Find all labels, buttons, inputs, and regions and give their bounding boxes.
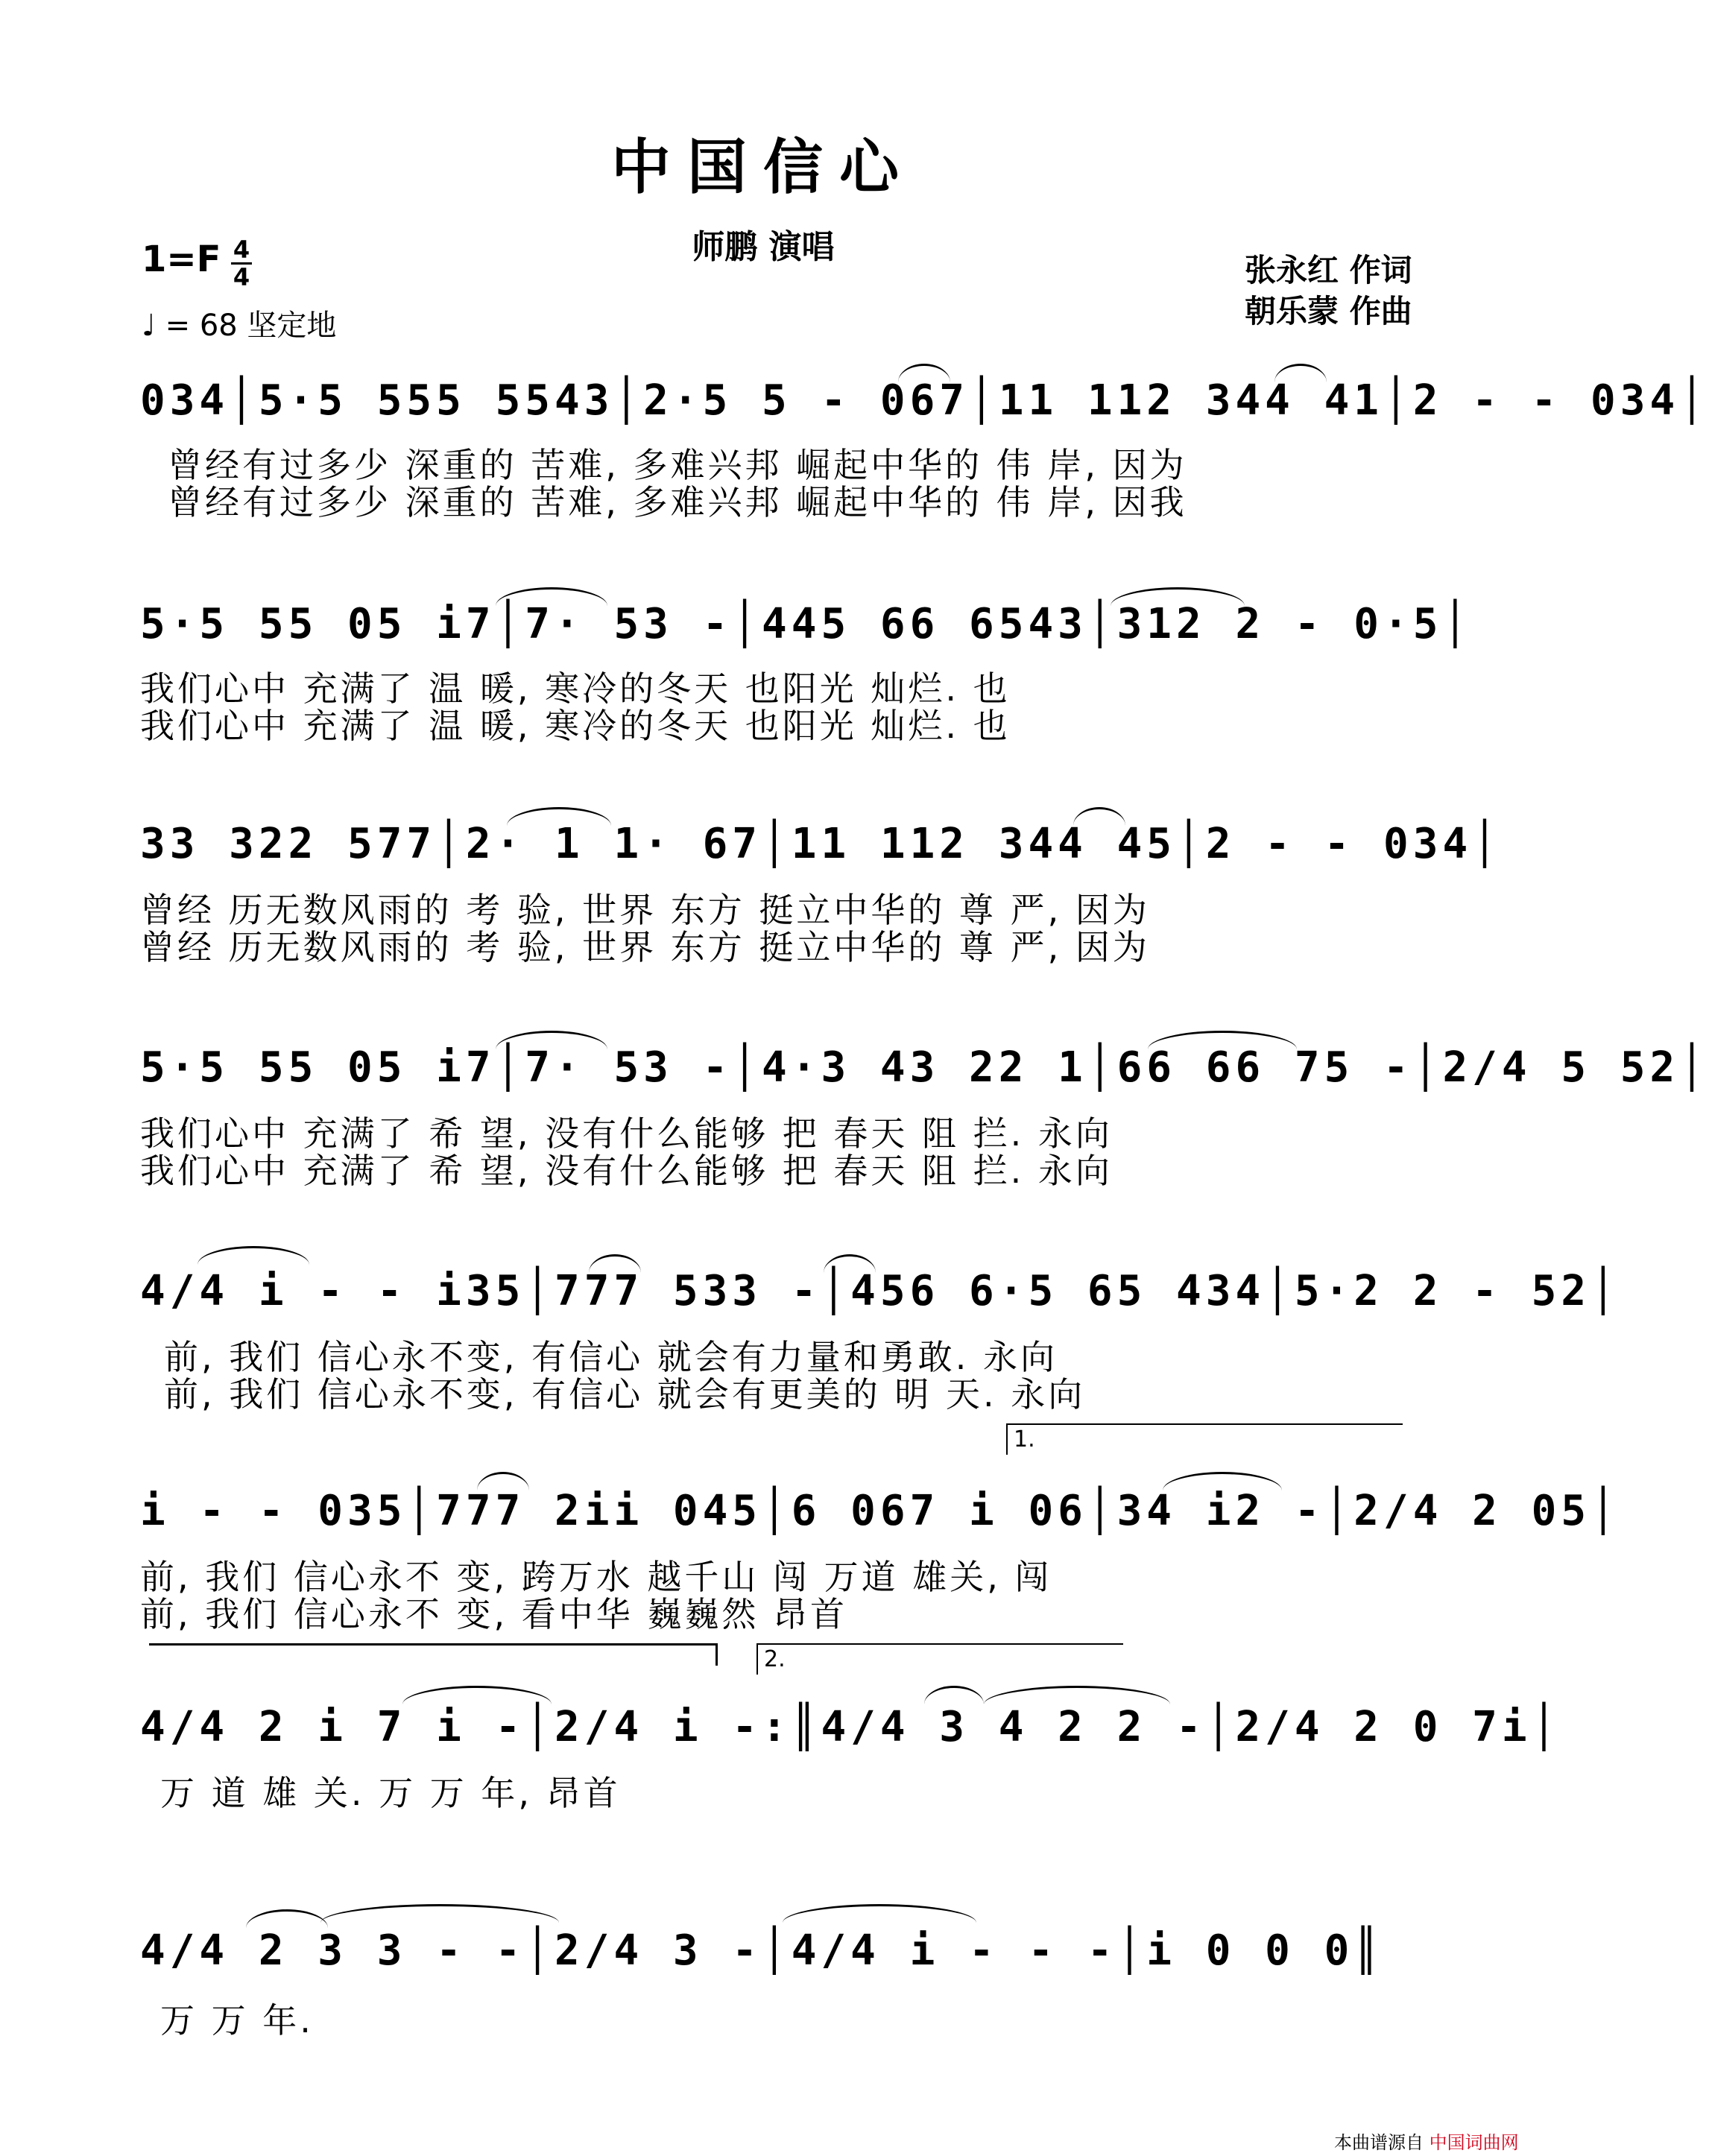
- volta-bracket-2: [756, 1643, 1123, 1675]
- notes-line-2: 5·5 55 05 i7│7· 53 -│445 66 6543│312 2 - 0·5│: [140, 600, 1473, 648]
- tie-mark: [1111, 587, 1245, 606]
- notes-line-7: 4/4 2 i 7 i -│2/4 i -:║4/4 3 4 2 2 -│2/4 2 0 7i│: [140, 1703, 1561, 1751]
- tie-mark: [1073, 807, 1125, 826]
- volta-label-1: 1.: [1014, 1426, 1035, 1452]
- footer-source: [1334, 2128, 1519, 2154]
- lyric-verse1-line-3: 曾经 历无数风雨的 考 验, 世界 东方 挺立中华的 尊 严, 因为: [140, 890, 1150, 930]
- time-signature-bottom: 4: [233, 263, 250, 291]
- tie-mark: [477, 1472, 529, 1490]
- lyric-verse2-line-1: 曾经有过多少 深重的 苦难, 多难兴邦 崛起中华的 伟 岸, 因我: [168, 482, 1187, 522]
- time-signature-top: 4: [233, 235, 250, 264]
- tempo-marking: ♩ = 68 坚定地: [142, 309, 337, 343]
- lyric-verse2-line-4: 我们心中 充满了 希 望, 没有什么能够 把 春天 阻 拦. 永向: [140, 1151, 1113, 1191]
- tie-mark: [824, 1254, 876, 1273]
- volta-1-end: [715, 1643, 718, 1666]
- footer-site-link[interactable]: 中国词曲网: [1429, 2132, 1519, 2153]
- singer-credit: 师鹏 演唱: [692, 228, 835, 266]
- tie-mark: [507, 807, 611, 826]
- lyric-verse1-line-1: 曾经有过多少 深重的 苦难, 多难兴邦 崛起中华的 伟 岸, 因为: [168, 445, 1187, 485]
- key-signature: 1=F: [142, 238, 221, 280]
- lyric-verse1-line-7: 万 道 雄 关. 万 万 年, 昂首: [160, 1773, 621, 1813]
- notes-line-8: 4/4 2 3 3 - -│2/4 3 -│4/4 i - - -│i 0 0 0║: [140, 1926, 1384, 1975]
- tie-mark: [589, 1254, 641, 1273]
- tie-mark: [496, 1031, 607, 1049]
- lyric-verse1-line-5: 前, 我们 信心永不变, 有信心 就会有力量和勇敢. 永向: [164, 1337, 1058, 1377]
- notes-line-4: 5·5 55 05 i7│7· 53 -│4·3 43 22 1│66 66 75 -│2/4 5 52│: [140, 1043, 1709, 1092]
- tie-mark: [496, 587, 607, 606]
- notes-line-1: 034│5·5 555 5543│2·5 5 - 067│11 112 344 41│2 - - 034│: [140, 376, 1709, 425]
- time-signature: [231, 237, 252, 290]
- lyricist-credit: 张永红 作词: [1245, 252, 1412, 288]
- notes-line-3: 33 322 577│2· 1 1· 67│11 112 344 45│2 - - 034│: [140, 820, 1502, 868]
- tie-mark: [246, 1909, 328, 1928]
- footer-source-label: 本曲谱源自: [1334, 2132, 1424, 2153]
- notes-line-5: 4/4 i - - i35│777 533 -│456 6·5 65 434│5·2 2 - 52│: [140, 1267, 1620, 1315]
- lyric-verse1-line-6: 前, 我们 信心永不 变, 跨万水 越千山 闯 万道 雄关, 闯: [140, 1557, 1052, 1597]
- tie-mark: [783, 1904, 976, 1923]
- tie-mark: [984, 1686, 1170, 1704]
- lyric-verse1-line-2: 我们心中 充满了 温 暖, 寒冷的冬天 也阳光 灿烂. 也: [140, 668, 1011, 709]
- tie-mark: [1148, 1031, 1297, 1049]
- tie-mark: [898, 364, 950, 382]
- lyric-verse2-line-3: 曾经 历无数风雨的 考 验, 世界 东方 挺立中华的 尊 严, 因为: [140, 927, 1150, 967]
- lyric-verse1-line-4: 我们心中 充满了 希 望, 没有什么能够 把 春天 阻 拦. 永向: [140, 1113, 1113, 1154]
- tie-mark: [198, 1246, 309, 1265]
- lyric-verse1-line-8: 万 万 年.: [160, 2000, 314, 2040]
- lyric-verse2-line-6: 前, 我们 信心永不 变, 看中华 巍巍然 昂首: [140, 1594, 847, 1634]
- lyric-verse2-line-2: 我们心中 充满了 温 暖, 寒冷的冬天 也阳光 灿烂. 也: [140, 706, 1011, 746]
- volta-label-2: 2.: [764, 1646, 786, 1672]
- tie-mark: [924, 1686, 984, 1704]
- tie-mark: [402, 1686, 552, 1704]
- score-title: 中国信心: [611, 133, 915, 202]
- tie-mark: [320, 1904, 559, 1923]
- volta-1-extension: [149, 1643, 715, 1646]
- tie-mark: [1163, 1472, 1282, 1490]
- lyric-verse2-line-5: 前, 我们 信心永不变, 有信心 就会有更美的 明 天. 永向: [164, 1374, 1086, 1414]
- tie-mark: [1274, 364, 1327, 382]
- volta-bracket-1: [1006, 1423, 1403, 1455]
- notes-line-6: i - - 035│777 2ii 045│6 067 i 06│34 i2 -│2/4 2 05│: [140, 1487, 1620, 1535]
- composer-credit: 朝乐蒙 作曲: [1245, 293, 1412, 329]
